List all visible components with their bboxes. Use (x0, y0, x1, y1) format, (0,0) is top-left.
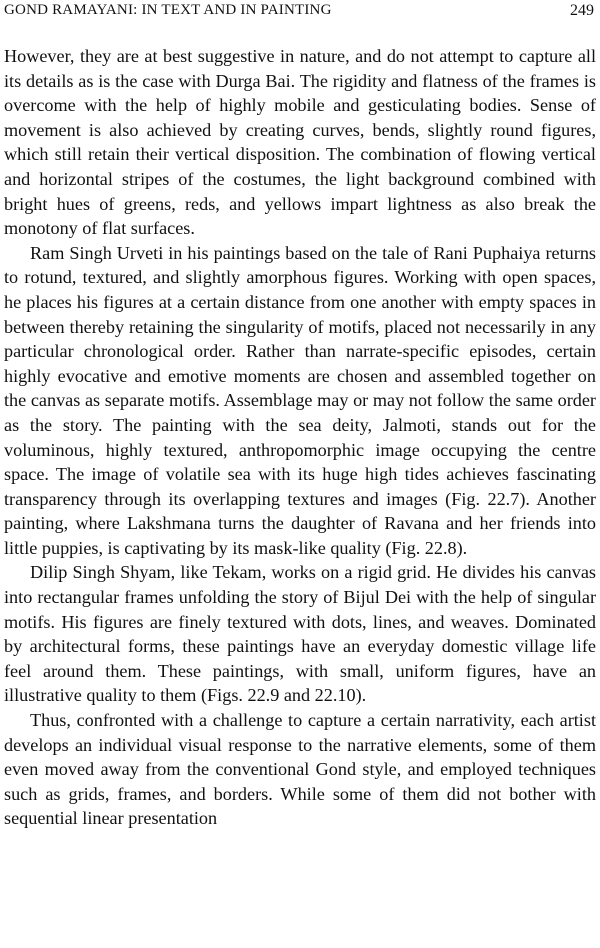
paragraph: Ram Singh Urveti in his paintings based on the tale of Rani Puphaiya returns to rotund, textured, and slightly amorphous figures. Working with open spaces, he places his figures at a certain distance from one another with empty spaces in between thereby retaining the singularity of motifs, placed not necessarily in any particular chronological order. Rather than narrate-specific episodes, certain highly evocative and emotive moments are chosen and assembled together on the canvas as separate motifs. Assemblage may or may not follow the same order as the story. The painting with the sea deity, Jalmoti, stands out for the voluminous, highly textured, anthropomorphic image occupying the centre space. The image of volatile sea with its huge high tides achieves fascinating transparency through its overlapping textures and images (Fig. 22.7). Another painting, where Lakshmana turns the daughter of Ravana and her friends into little puppies, is captivating by its mask-like quality (Fig. 22.8). (4, 242, 596, 558)
running-head: GOND RAMAYANI: IN TEXT AND IN PAINTING (4, 2, 332, 18)
paragraph: Dilip Singh Shyam, like Tekam, works on a rigid grid. He divides his canvas into rectangular frames unfolding the story of Bijul Dei with the help of singular motifs. His figures are finely textured with dots, lines, and weaves. Dominated by architectural forms, these paintings have an everyday domestic village life feel around them. These paintings, with small, uniform figures, have an illustrative quality to them (Figs. 22.9 and 22.10). (4, 562, 596, 706)
page-number: 249 (570, 2, 594, 19)
body-text (4, 44, 596, 831)
page-header (4, 2, 594, 22)
paragraph: However, they are at best suggestive in nature, and do not attempt to capture all its details as is the case with Durga Bai. The rigidity and flatness of the frames is overcome with the help of highly mobile and gesticulating bodies. Sense of movement is also achieved by creating curves, bends, slightly round figures, which still retain their vertical disposition. The combination of flowing vertical and horizontal stripes of the costumes, the light background combined with bright hues of greens, reds, and yellows impart lightness as also break the monotony of flat surfaces. (4, 46, 596, 239)
paragraph: Thus, confronted with a challenge to capture a certain narrativity, each artist develops an individual visual response to the narrative elements, some of them even moved away from the conventional Gond style, and employed techniques such as grids, frames, and borders. While some of them did not bother with sequential linear presentation (4, 710, 596, 829)
